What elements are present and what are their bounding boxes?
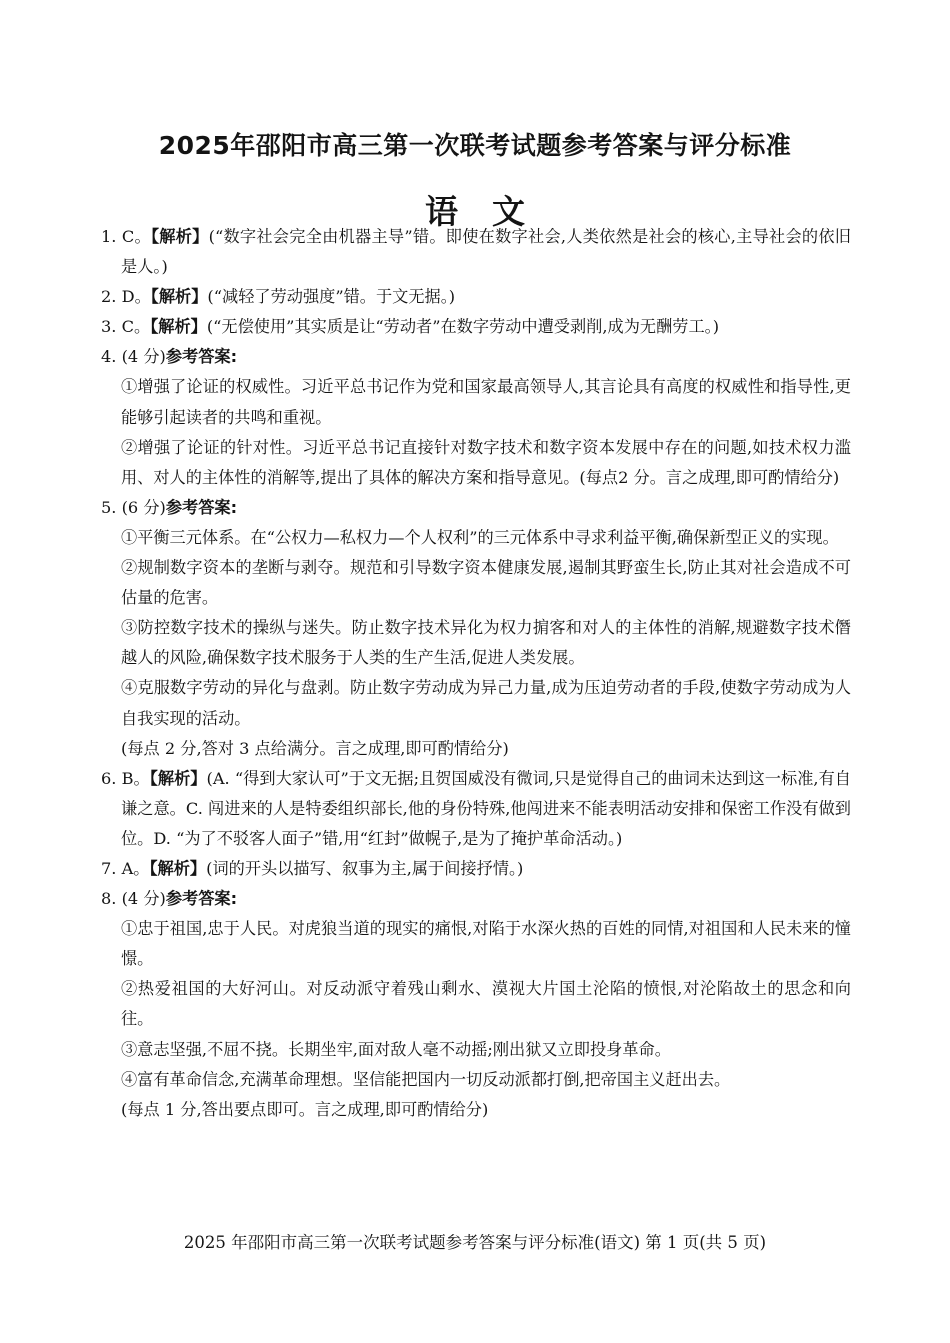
item-tag: 【解析】: [150, 227, 209, 246]
q8-point-2: ②热爱祖国的大好河山。对反动派守着残山剩水、漠视大片国土沦陷的愤恨,对沦陷故土的思念和向往。: [121, 979, 851, 1029]
answer-item-1: [101, 222, 851, 282]
item-body: (A. “得到大家认可”于文无据;且贺国威没有微词,只是觉得自己的曲词未达到这一标准,有自谦之意。C. 闯进来的人是特委组织部长,他的身份特殊,他闯进来不能表明活动安排和保密工作没有做到位。D. “为了不驳客人面子”错,用“红封”做幌子,是为了掩护革命活动。): [121, 768, 851, 848]
item-tag: 【解析】: [149, 768, 207, 788]
q8-scoring-note: (每点 1 分,答出要点即可。言之成理,即可酌情给分): [121, 1099, 489, 1119]
item-body: (词的开头以描写、叙事为主,属于间接抒情。): [206, 858, 524, 878]
q5-point-4: ④克服数字劳动的异化与盘剥。防止数字劳动成为异己力量,成为压迫劳动者的手段,使数字劳动成为人自我实现的活动。: [121, 678, 851, 728]
answer-item-8: [101, 884, 851, 914]
item-number: 7. A。: [101, 858, 150, 878]
q4-point-1: ①增强了论证的权威性。习近平总书记作为党和国家最高领导人,其言论具有高度的权威性和指导性,更能够引起读者的共鸣和重视。: [121, 377, 851, 427]
item-number: 3. C。: [101, 317, 151, 337]
q8-point-1: ①忠于祖国,忠于人民。对虎狼当道的现实的痛恨,对陷于水深火热的百姓的同情,对祖国和人民未来的憧憬。: [121, 919, 851, 969]
item-tag: 【解析】: [150, 287, 208, 307]
item-body: (“数字社会完全由机器主导”错。即使在数字社会,人类依然是社会的核心,主导社会的依旧是人。): [121, 227, 851, 277]
subject-title: 语文: [425, 192, 559, 231]
answer-item-4: [101, 342, 851, 372]
q5-point-2: ②规制数字资本的垄断与剥夺。规范和引导数字资本健康发展,遏制其野蛮生长,防止其对社会造成不可估量的危害。: [121, 558, 851, 608]
item-body: (“无偿使用”其实质是让“劳动者”在数字劳动中遭受剥削,成为无酬劳工。): [206, 317, 720, 337]
item-tag: 【解析】: [150, 317, 207, 337]
q8-point-3: ③意志坚强,不屈不挠。长期坐牢,面对敌人毫不动摇;刚出狱又立即投身革命。: [121, 1039, 671, 1059]
item-body: (“减轻了劳动强度”错。于文无据。): [207, 287, 456, 307]
item-tag: 参考答案:: [165, 889, 238, 909]
item-tag: 【解析】: [149, 858, 207, 878]
q5-point-1: ①平衡三元体系。在“公权力—私权力—个人权利”的三元体系中寻求利益平衡,确保新型正义的实现。: [121, 527, 839, 547]
answer-item-3: [101, 312, 851, 342]
item-number: 5. (6 分): [101, 497, 166, 517]
answer-item-2: [101, 282, 851, 312]
q8-point-4: ④富有革命信念,充满革命理想。坚信能把国内一切反动派都打倒,把帝国主义赶出去。: [121, 1069, 731, 1089]
q5-point-3: ③防控数字技术的操纵与迷失。防止数字技术异化为权力掮客和对人的主体性的消解,规避数字技术僭越人的风险,确保数字技术服务于人类的生产生活,促进人类发展。: [121, 618, 851, 668]
q5-scoring-note: (每点 2 分,答对 3 点给满分。言之成理,即可酌情给分): [121, 738, 509, 758]
q4-point-2: ②增强了论证的针对性。习近平总书记直接针对数字技术和数字资本发展中存在的问题,如技术权力滥用、对人的主体性的消解等,提出了具体的解决方案和指导意见。(每点2 分。言之成理,即可酌情给分): [121, 437, 851, 487]
item-number: 8. (4 分): [101, 889, 166, 909]
item-number: 1. C。: [101, 227, 151, 246]
item-number: 6. B。: [101, 768, 150, 788]
item-tag: 参考答案:: [165, 497, 238, 517]
answer-item-6: [101, 764, 851, 854]
item-tag: 参考答案:: [165, 347, 238, 367]
page-title: 2025年邵阳市高三第一次联考试题参考答案与评分标准: [158, 131, 792, 160]
answer-content: [101, 222, 851, 1125]
answer-item-7: [101, 854, 851, 884]
item-number: 2. D。: [101, 287, 151, 307]
page-footer: 2025 年邵阳市高三第一次联考试题参考答案与评分标准(语文) 第 1 页(共 5 页): [183, 1233, 767, 1252]
answer-item-5: [101, 493, 851, 523]
item-number: 4. (4 分): [101, 347, 166, 367]
